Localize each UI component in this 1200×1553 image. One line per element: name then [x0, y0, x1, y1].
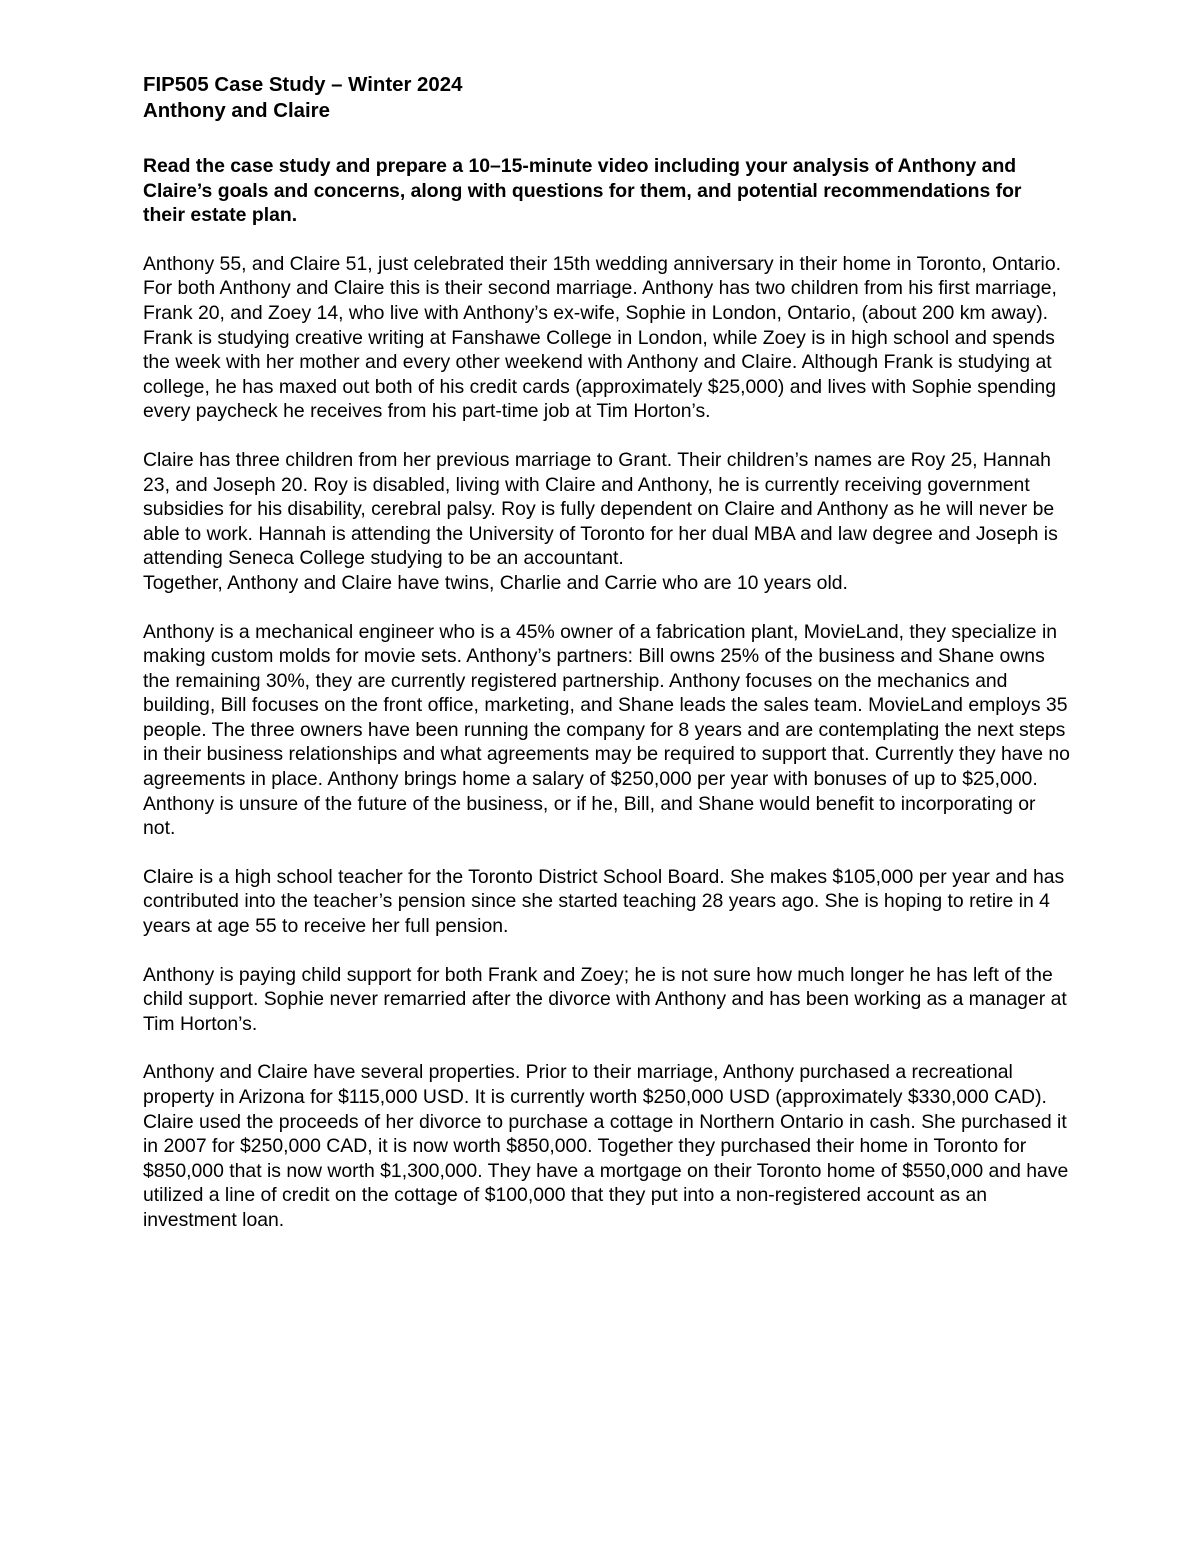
paragraph-twins: Together, Anthony and Claire have twins, Charlie and Carrie who are 10 years old.: [143, 571, 848, 594]
document-title: FIP505 Case Study – Winter 2024: [143, 74, 463, 96]
paragraph-claire-career: Claire is a high school teacher for the Toronto District School Board. She makes $105,000 per year and has contributed into the teacher’s pension since she started teaching 28 years ago. She is hoping to retire in 4 years at age 55 to receive her full pension.: [143, 865, 1065, 938]
assignment-instructions: Read the case study and prepare a 10–15-minute video including your analysis of Anthony and Claire’s goals and concerns, along with questions for them, and potential recommendations for their estate plan.: [143, 155, 1022, 227]
title-block: [143, 73, 1073, 124]
paragraph-child-support: Anthony is paying child support for both Frank and Zoey; he is not sure how much longer he has left of the child support. Sophie never remarried after the divorce with Anthony and has been working as a manager at Tim Horton’s.: [143, 963, 1067, 1035]
document-subtitle: Anthony and Claire: [143, 99, 330, 122]
document-body: [143, 73, 1073, 1233]
paragraph-properties: Anthony and Claire have several properties. Prior to their marriage, Anthony purchased a recreational property in Arizona for $115,000 USD. It is currently worth $250,000 USD (approximately $330,000 CAD). Claire used the proceeds of her divorce to purchase a cottage in Northern Ontario in cash. She purchased it in 2007 for $250,000 CAD, it is now worth $850,000. Together they purchased their home in Toronto for $850,000 that is now worth $1,300,000. They have a mortgage on their Toronto home of $550,000 and have utilized a line of credit on the cottage of $100,000 that they put into a non-registered account as an investment loan.: [143, 1061, 1069, 1231]
paragraph-family-claire: Claire has three children from her previous marriage to Grant. Their children’s names are Roy 25, Hannah 23, and Joseph 20. Roy is disabled, living with Claire and Anthony, he is currently receiving government subsidies for his disability, cerebral palsy. Roy is fully dependent on Claire and Anthony as he will never be able to work. Hannah is attending the University of Toronto for her dual MBA and law degree and Joseph is attending Seneca College studying to be an accountant.: [143, 448, 1058, 570]
paragraph-family-anthony: Anthony 55, and Claire 51, just celebrated their 15th wedding anniversary in their home in Toronto, Ontario. For both Anthony and Claire this is their second marriage. Anthony has two children from his first marriage, Frank 20, and Zoey 14, who live with Anthony’s ex-wife, Sophie in London, Ontario, (about 200 km away). Frank is studying creative writing at Fanshawe College in London, while Zoey is in high school and spends the week with her mother and every other weekend with Anthony and Claire. Although Frank is studying at college, he has maxed out both of his credit cards (approximately $25,000) and lives with Sophie spending every paycheck he receives from his part-time job at Tim Horton’s.: [143, 252, 1062, 423]
paragraph-business: Anthony is a mechanical engineer who is a 45% owner of a fabrication plant, MovieLand, they specialize in making custom molds for movie sets. Anthony’s partners: Bill owns 25% of the business and Shane owns the remaining 30%, they are currently registered partnership. Anthony focuses on the mechanics and building, Bill focuses on the front office, marketing, and Shane leads the sales team. MovieLand employs 35 people. The three owners have been running the company for 8 years and are contemplating the next steps in their business relationships and what agreements may be required to support that. Currently they have no agreements in place. Anthony brings home a salary of $250,000 per year with bonuses of up to $25,000. Anthony is unsure of the future of the business, or if he, Bill, and Shane would benefit to incorporating or not.: [143, 620, 1070, 840]
